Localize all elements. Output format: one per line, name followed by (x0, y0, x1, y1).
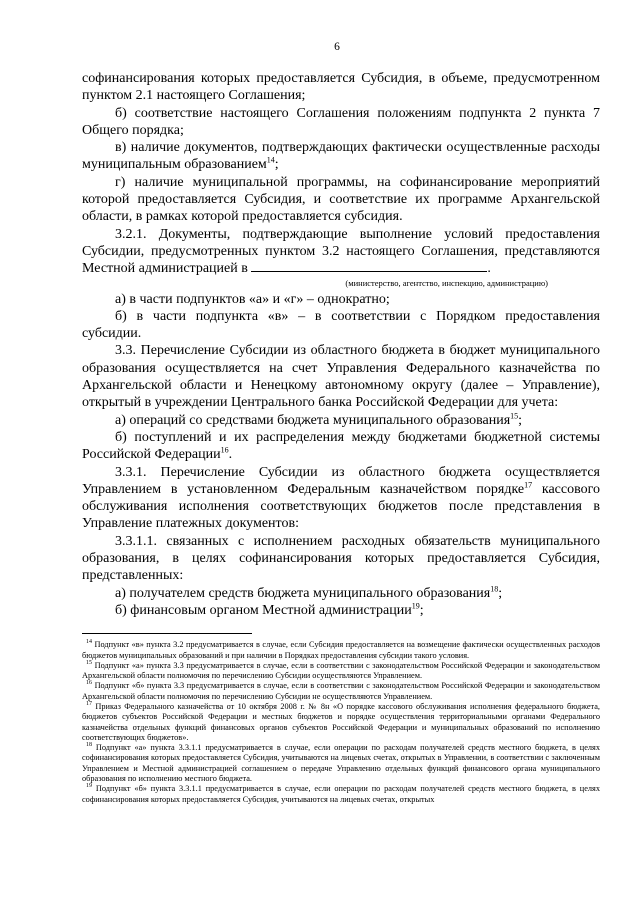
paragraph-part-a: а) в части подпунктов «а» и «г» – однократно; (115, 291, 390, 307)
paragraph-part-b: б) в части подпункта «в» – в соответствии с Порядком предоставления субсидии. (82, 308, 600, 342)
paragraph-3-3-1-1-b: б) финансовым органом Местной администрации$^{19}$; (115, 601, 424, 618)
footnote-15: $^{15}$ Подпункт «а» пункта 3.3 предусматривается в случае, если в соответствии с законодательством Российской Федерации и законодательством Архангельской области полномочия по перечислению Субсидии осуществляются Управлением. (82, 660, 600, 681)
footnote-ref-18[interactable]: 18 (490, 583, 499, 593)
paragraph-item-g: г) наличие муниципальной программы, на софинансирование мероприятий которой предоставляется Субсидия, и соответствие их программе Архангельской области, в рамках которой предоставляется субсидия. (82, 174, 600, 225)
paragraph-item-b: б) соответствие настоящего Соглашения положениям подпункта 2 пункта 7 Общего порядка; (82, 105, 600, 138)
footnote-18: $^{18}$ Подпункт «а» пункта 3.3.1.1 предусматривается в случае, если операции по расходам получателей средств местного бюджета, в целях софинансирования которых предоставляется Субсидия, учитываются на лицевых счетах, открытых в Управлении, в соответствии с заключенным Управлением и Местной администрацией соглашением о передаче Управлению отдельных функций финансового органа муниципального образования по исполнению местного бюджета. (82, 742, 600, 784)
footnote-ref-14[interactable]: 14 (266, 155, 275, 165)
paragraph-3-2-1: 3.2.1. Документы, подтверждающие выполнение условий предоставления Субсидии, предусмотренных пунктом 3.2 настоящего Соглашения, представляются Местной администрацией в . (82, 226, 600, 277)
blank-hint: (министерство, агентство, инспекцию, администрацию) (345, 277, 548, 288)
paragraph-3-3-1-1: 3.3.1.1. связанных с исполнением расходных обязательств муниципального образования, в целях софинансирования которых предоставляется Субсидия, представленных: (82, 533, 600, 584)
paragraph-3-3-1-1-a: а) получателем средств бюджета муниципального образования$^{18}$; (115, 583, 503, 601)
paragraph-continuation: софинансирования которых предоставляется Субсидия, в объеме, предусмотренном пунктом 2.1 настоящего Соглашения; (82, 71, 600, 104)
paragraph-3-3-b: б) поступлений и их распределения между бюджетами бюджетной системы Российской Федерации$^{16}$. (82, 429, 600, 463)
paragraph-3-3: 3.3. Перечисление Субсидии из областного бюджета в бюджет муниципального образования осуществляется на счет Управления Федерального казначейства по Архангельской области и Ненецкому автономному округу (далее – Управление), открытый в учреждении Центрального банка Российской Федерации для учета: (82, 343, 600, 411)
footnote-ref-15[interactable]: 15 (510, 410, 519, 420)
footnote-16: $^{16}$ Подпункт «б» пункта 3.3 предусматривается в случае, если в соответствии с законодательством Российской Федерации и законодательством Архангельской области полномочия по перечислению Субсидии не осуществляются Управлением. (82, 680, 600, 701)
footnote-separator (82, 633, 252, 634)
footnote-14: $^{14}$ Подпункт «в» пункта 3.2 предусматривается в случае, если Субсидия предоставляется на возмещение фактически осуществленных расходов бюджетов муниципальных образований и при наличии в Порядках предоставления субсидии такого условия. (82, 639, 600, 660)
paragraph-item-v: в) наличие документов, подтверждающих фактически осуществленные расходы муниципальным образованием$^{14}$; (82, 140, 600, 173)
footnote-ref-16[interactable]: 16 (220, 445, 229, 455)
ministry-blank-line (251, 260, 487, 272)
page-number: 6 (334, 41, 340, 53)
footnote-17: $^{17}$ Приказ Федерального казначейства от 10 октября 2008 г. № 8н «О порядке кассового обслуживания исполнения федерального бюджета, бюджетов субъектов Российской Федерации и местных бюджетов и порядке осуществления территориальными органами Федерального казначейства отдельных функций финансовых органов субъектов Российской Федерации и муниципальных образований по исполнению соответствующих бюджетов». (82, 701, 600, 742)
footnote-ref-17[interactable]: 17 (524, 480, 533, 490)
paragraph-3-3-a: а) операций со средствами бюджета муниципального образования$^{15}$; (115, 410, 523, 428)
paragraph-3-3-1: 3.3.1. Перечисление Субсидии из областного бюджета осуществляется Управлением в установленном Федеральным казначейством порядке$^{17}$ кассового обслуживания исполнения соответствующих бюджетов после представления в Управление платежных документов: (82, 464, 601, 532)
footnote-19: $^{19}$ Подпункт «б» пункта 3.3.1.1 предусматривается в случае, если операции по расходам получателей средств местного бюджета, в целях софинансирования которых предоставляется Субсидия, учитываются на лицевых счетах, открытых (82, 783, 600, 804)
footnotes (82, 640, 600, 805)
footnote-ref-19[interactable]: 19 (411, 601, 420, 611)
document-body (82, 70, 600, 619)
